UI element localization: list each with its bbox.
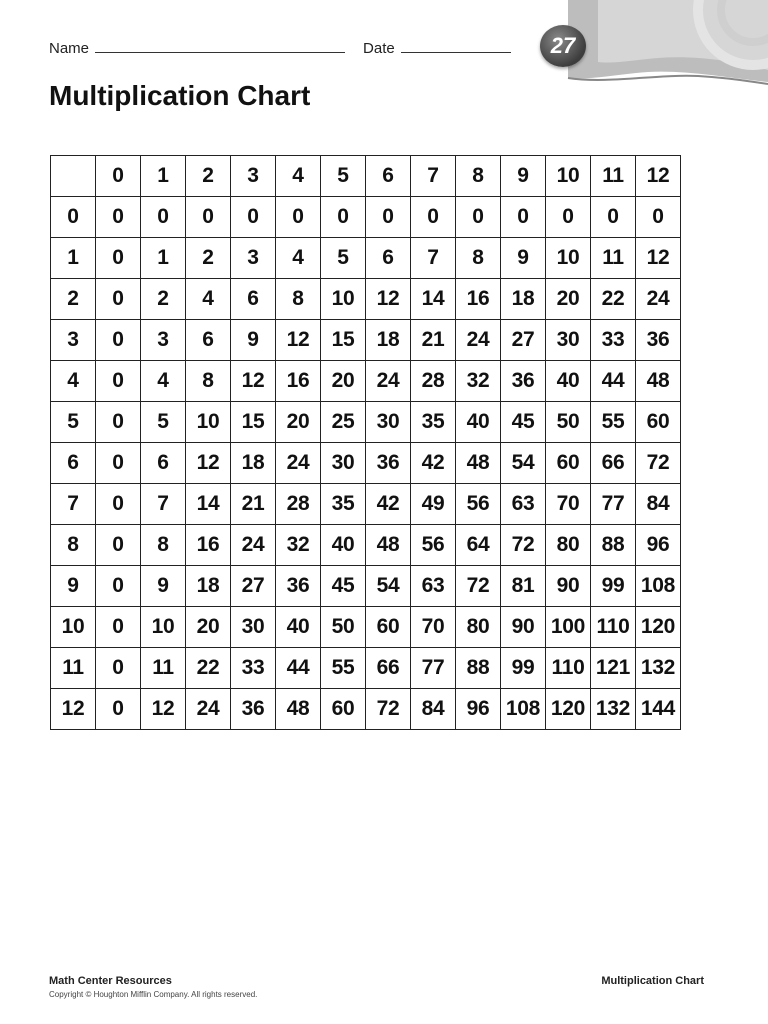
table-cell: 108 [636, 566, 681, 607]
table-cell: 54 [366, 566, 411, 607]
table-cell: 35 [321, 484, 366, 525]
table-cell: 72 [636, 443, 681, 484]
column-header: 0 [96, 156, 141, 197]
row-header: 8 [51, 525, 96, 566]
table-cell: 0 [321, 197, 366, 238]
table-cell: 0 [96, 279, 141, 320]
table-cell: 55 [321, 648, 366, 689]
table-cell: 84 [411, 689, 456, 730]
table-cell: 0 [96, 607, 141, 648]
table-cell: 40 [546, 361, 591, 402]
table-cell: 12 [231, 361, 276, 402]
page-number-badge [540, 25, 586, 67]
table-cell: 96 [456, 689, 501, 730]
table-cell: 2 [186, 238, 231, 279]
column-header: 11 [591, 156, 636, 197]
table-cell: 11 [141, 648, 186, 689]
table-cell: 10 [321, 279, 366, 320]
table-cell: 120 [546, 689, 591, 730]
table-cell: 50 [546, 402, 591, 443]
table-cell: 9 [141, 566, 186, 607]
table-cell: 0 [96, 648, 141, 689]
table-cell: 63 [501, 484, 546, 525]
table-row [51, 320, 681, 361]
table-cell: 48 [636, 361, 681, 402]
table-cell: 6 [141, 443, 186, 484]
table-cell: 110 [591, 607, 636, 648]
table-cell: 21 [231, 484, 276, 525]
table-cell: 72 [366, 689, 411, 730]
table-cell: 144 [636, 689, 681, 730]
row-header: 2 [51, 279, 96, 320]
table-cell: 66 [366, 648, 411, 689]
table-cell: 132 [636, 648, 681, 689]
column-header: 1 [141, 156, 186, 197]
table-cell: 9 [231, 320, 276, 361]
table-cell: 18 [366, 320, 411, 361]
row-header: 12 [51, 689, 96, 730]
table-cell: 45 [321, 566, 366, 607]
table-cell: 33 [231, 648, 276, 689]
table-cell: 18 [501, 279, 546, 320]
table-cell: 0 [96, 689, 141, 730]
table-cell: 48 [276, 689, 321, 730]
table-cell: 0 [96, 238, 141, 279]
row-header: 4 [51, 361, 96, 402]
table-cell: 0 [96, 525, 141, 566]
table-cell: 7 [141, 484, 186, 525]
table-cell: 0 [546, 197, 591, 238]
table-row [51, 607, 681, 648]
table-cell: 8 [141, 525, 186, 566]
column-header: 10 [546, 156, 591, 197]
table-cell: 36 [636, 320, 681, 361]
table-row [51, 525, 681, 566]
table-cell: 3 [231, 238, 276, 279]
table-cell: 18 [186, 566, 231, 607]
table-header-row [51, 156, 681, 197]
table-cell: 54 [501, 443, 546, 484]
table-cell: 110 [546, 648, 591, 689]
column-header: 8 [456, 156, 501, 197]
table-cell: 16 [456, 279, 501, 320]
table-cell: 30 [366, 402, 411, 443]
table-cell: 0 [96, 197, 141, 238]
table-cell: 56 [411, 525, 456, 566]
column-header: 2 [186, 156, 231, 197]
table-cell: 36 [231, 689, 276, 730]
table-cell: 11 [591, 238, 636, 279]
table-cell: 18 [231, 443, 276, 484]
table-cell: 2 [141, 279, 186, 320]
table-row [51, 402, 681, 443]
table-cell: 15 [321, 320, 366, 361]
table-cell: 0 [141, 197, 186, 238]
row-header: 1 [51, 238, 96, 279]
table-cell: 14 [411, 279, 456, 320]
table-cell: 8 [276, 279, 321, 320]
table-cell: 99 [501, 648, 546, 689]
table-cell: 35 [411, 402, 456, 443]
table-cell: 24 [231, 525, 276, 566]
table-cell: 0 [276, 197, 321, 238]
table-cell: 0 [591, 197, 636, 238]
table-cell: 121 [591, 648, 636, 689]
column-header: 3 [231, 156, 276, 197]
table-cell: 88 [456, 648, 501, 689]
table-cell: 60 [321, 689, 366, 730]
table-row [51, 443, 681, 484]
table-cell: 84 [636, 484, 681, 525]
footer-brand: Math Center Resources [49, 975, 172, 987]
table-cell: 6 [231, 279, 276, 320]
table-cell: 40 [456, 402, 501, 443]
table-cell: 4 [186, 279, 231, 320]
table-cell: 90 [501, 607, 546, 648]
table-cell: 80 [456, 607, 501, 648]
name-date-row [49, 38, 511, 57]
table-cell: 24 [366, 361, 411, 402]
table-cell: 12 [276, 320, 321, 361]
corner-cell [51, 156, 96, 197]
date-label: Date [363, 40, 395, 57]
table-cell: 30 [321, 443, 366, 484]
table-cell: 3 [141, 320, 186, 361]
table-cell: 30 [231, 607, 276, 648]
row-header: 0 [51, 197, 96, 238]
row-header: 5 [51, 402, 96, 443]
table-cell: 56 [456, 484, 501, 525]
multiplication-table [50, 155, 681, 730]
table-cell: 24 [276, 443, 321, 484]
column-header: 7 [411, 156, 456, 197]
table-cell: 0 [96, 484, 141, 525]
table-cell: 32 [276, 525, 321, 566]
table-cell: 20 [546, 279, 591, 320]
table-cell: 15 [231, 402, 276, 443]
table-cell: 6 [366, 238, 411, 279]
table-cell: 90 [546, 566, 591, 607]
table-row [51, 279, 681, 320]
table-row [51, 484, 681, 525]
table-cell: 64 [456, 525, 501, 566]
table-cell: 8 [186, 361, 231, 402]
table-cell: 0 [96, 361, 141, 402]
table-cell: 27 [231, 566, 276, 607]
table-cell: 48 [456, 443, 501, 484]
name-field-line[interactable] [95, 38, 345, 53]
table-cell: 10 [186, 402, 231, 443]
table-cell: 6 [186, 320, 231, 361]
table-cell: 33 [591, 320, 636, 361]
table-cell: 49 [411, 484, 456, 525]
table-cell: 48 [366, 525, 411, 566]
table-cell: 12 [636, 238, 681, 279]
table-cell: 0 [636, 197, 681, 238]
table-cell: 81 [501, 566, 546, 607]
table-cell: 66 [591, 443, 636, 484]
table-cell: 10 [546, 238, 591, 279]
table-cell: 77 [411, 648, 456, 689]
table-cell: 63 [411, 566, 456, 607]
table-cell: 44 [591, 361, 636, 402]
table-cell: 88 [591, 525, 636, 566]
table-cell: 7 [411, 238, 456, 279]
table-cell: 5 [321, 238, 366, 279]
page-number: 27 [550, 33, 576, 58]
table-cell: 99 [591, 566, 636, 607]
table-row [51, 197, 681, 238]
column-header: 12 [636, 156, 681, 197]
footer-page-title: Multiplication Chart [601, 975, 704, 987]
table-cell: 0 [456, 197, 501, 238]
table-cell: 24 [456, 320, 501, 361]
row-header: 7 [51, 484, 96, 525]
date-field-line[interactable] [401, 38, 511, 53]
table-cell: 20 [276, 402, 321, 443]
table-cell: 16 [276, 361, 321, 402]
table-row [51, 689, 681, 730]
row-header: 11 [51, 648, 96, 689]
table-cell: 72 [456, 566, 501, 607]
table-cell: 4 [276, 238, 321, 279]
footer-copyright: Copyright © Houghton Mifflin Company. All rights reserved. [49, 990, 258, 999]
table-cell: 9 [501, 238, 546, 279]
page-title: Multiplication Chart [49, 80, 311, 111]
table-cell: 27 [501, 320, 546, 361]
table-cell: 0 [501, 197, 546, 238]
table-cell: 12 [141, 689, 186, 730]
table-cell: 0 [366, 197, 411, 238]
name-label: Name [49, 40, 90, 57]
table-cell: 36 [501, 361, 546, 402]
table-cell: 132 [591, 689, 636, 730]
table-cell: 72 [501, 525, 546, 566]
table-cell: 24 [186, 689, 231, 730]
table-row [51, 648, 681, 689]
table-cell: 0 [96, 320, 141, 361]
table-cell: 96 [636, 525, 681, 566]
table-cell: 0 [186, 197, 231, 238]
table-cell: 70 [546, 484, 591, 525]
table-cell: 77 [591, 484, 636, 525]
table-cell: 21 [411, 320, 456, 361]
table-cell: 4 [141, 361, 186, 402]
table-cell: 20 [186, 607, 231, 648]
table-cell: 12 [186, 443, 231, 484]
column-header: 4 [276, 156, 321, 197]
table-cell: 40 [321, 525, 366, 566]
table-cell: 30 [546, 320, 591, 361]
table-cell: 24 [636, 279, 681, 320]
table-cell: 60 [366, 607, 411, 648]
table-row [51, 566, 681, 607]
footer-left [49, 975, 257, 999]
table-row [51, 238, 681, 279]
table-cell: 108 [501, 689, 546, 730]
table-cell: 40 [276, 607, 321, 648]
table-cell: 5 [141, 402, 186, 443]
table-cell: 120 [636, 607, 681, 648]
table-cell: 100 [546, 607, 591, 648]
table-cell: 0 [96, 402, 141, 443]
table-cell: 42 [411, 443, 456, 484]
table-cell: 42 [366, 484, 411, 525]
table-cell: 28 [276, 484, 321, 525]
column-header: 9 [501, 156, 546, 197]
table-cell: 0 [411, 197, 456, 238]
table-cell: 44 [276, 648, 321, 689]
table-cell: 20 [321, 361, 366, 402]
row-header: 9 [51, 566, 96, 607]
table-cell: 25 [321, 402, 366, 443]
table-cell: 32 [456, 361, 501, 402]
table-cell: 36 [276, 566, 321, 607]
table-cell: 0 [231, 197, 276, 238]
table-cell: 36 [366, 443, 411, 484]
row-header: 3 [51, 320, 96, 361]
table-cell: 12 [366, 279, 411, 320]
table-cell: 0 [96, 566, 141, 607]
table-cell: 60 [636, 402, 681, 443]
table-cell: 1 [141, 238, 186, 279]
table-cell: 55 [591, 402, 636, 443]
table-row [51, 361, 681, 402]
table-cell: 70 [411, 607, 456, 648]
table-cell: 60 [546, 443, 591, 484]
table-cell: 28 [411, 361, 456, 402]
table-cell: 50 [321, 607, 366, 648]
table-cell: 80 [546, 525, 591, 566]
column-header: 6 [366, 156, 411, 197]
table-cell: 0 [96, 443, 141, 484]
table-cell: 16 [186, 525, 231, 566]
row-header: 6 [51, 443, 96, 484]
row-header: 10 [51, 607, 96, 648]
table-cell: 8 [456, 238, 501, 279]
table-cell: 45 [501, 402, 546, 443]
column-header: 5 [321, 156, 366, 197]
table-cell: 22 [186, 648, 231, 689]
table-cell: 22 [591, 279, 636, 320]
table-cell: 10 [141, 607, 186, 648]
table-cell: 14 [186, 484, 231, 525]
